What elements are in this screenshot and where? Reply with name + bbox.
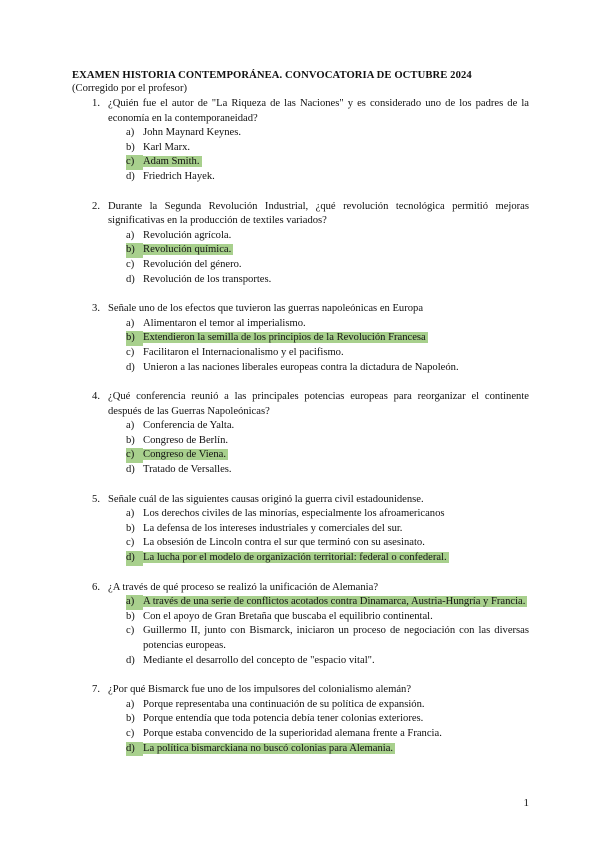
option-text-wrapper xyxy=(143,742,529,757)
answer-options xyxy=(72,507,529,565)
option-letter: a) xyxy=(126,317,135,329)
question-stem xyxy=(72,200,529,229)
option-letter: d) xyxy=(126,273,135,285)
option-text-wrapper xyxy=(143,331,529,346)
answer-option xyxy=(72,346,529,361)
question-item xyxy=(72,302,529,375)
option-letter: b) xyxy=(126,243,143,258)
answer-option-correct xyxy=(72,243,529,258)
question-stem xyxy=(72,683,529,698)
option-text-wrapper xyxy=(143,448,529,463)
answer-option xyxy=(72,712,529,727)
option-letter: b) xyxy=(126,522,135,534)
option-text-wrapper xyxy=(143,243,529,258)
question-text: Durante la Segunda Revolución Industrial, ¿qué revolución tecnológica permitió mejoras significativas en la producción de textiles variados? xyxy=(108,200,529,227)
answer-option xyxy=(72,361,529,376)
question-number: 2. xyxy=(92,200,100,212)
answer-option-correct xyxy=(72,551,529,566)
option-text: Congreso de Viena. xyxy=(143,449,227,461)
option-letter: c) xyxy=(126,625,135,637)
answer-options xyxy=(72,419,529,477)
answer-option xyxy=(72,522,529,537)
option-text: Porque entendía que toda potencia debía tener colonias exteriores. xyxy=(143,713,424,725)
answer-option xyxy=(72,463,529,478)
answer-option xyxy=(72,258,529,273)
answer-option-correct xyxy=(72,155,529,170)
option-text: Porque representaba una continuación de su política de expansión. xyxy=(143,698,425,710)
exam-subtitle: (Corregido por el profesor) xyxy=(72,83,188,94)
answer-option xyxy=(72,317,529,332)
answer-option xyxy=(72,536,529,551)
answer-option-correct xyxy=(72,331,529,346)
question-number: 1. xyxy=(92,98,100,109)
option-text-wrapper xyxy=(143,317,529,332)
option-text: La defensa de los intereses industriales y comerciales del sur. xyxy=(143,522,403,534)
answer-option xyxy=(72,170,529,185)
option-letter: d) xyxy=(126,361,135,373)
option-text-wrapper xyxy=(143,698,529,713)
option-letter: d) xyxy=(126,742,143,757)
option-letter: d) xyxy=(126,654,135,666)
option-text-wrapper xyxy=(143,141,529,156)
answer-option xyxy=(72,273,529,288)
option-text-wrapper xyxy=(143,536,529,551)
answer-option xyxy=(72,229,529,244)
option-letter: a) xyxy=(126,127,135,139)
option-letter: b) xyxy=(126,713,135,725)
option-text: Facilitaron el Internacionalismo y el pacifismo. xyxy=(143,346,344,358)
option-text-wrapper xyxy=(143,273,529,288)
option-letter: c) xyxy=(126,346,135,358)
option-text: Tratado de Versalles. xyxy=(143,464,232,476)
option-letter: b) xyxy=(126,610,135,622)
question-stem xyxy=(72,390,529,419)
option-text: Revolución química. xyxy=(143,244,232,256)
question-text: Señale cuál de las siguientes causas originó la guerra civil estadounidense. xyxy=(108,493,424,505)
question-item xyxy=(72,683,529,756)
question-number: 7. xyxy=(92,684,100,696)
question-number: 6. xyxy=(92,581,100,593)
question-text: ¿Quién fue el autor de "La Riqueza de las Naciones" y es considerado uno de los padres de la economía en la contemporaneidad? xyxy=(108,98,529,124)
option-text-wrapper xyxy=(143,595,529,610)
answer-option xyxy=(72,698,529,713)
question-text: ¿Qué conferencia reunió a las principales potencias europeas para reorganizar el continente después de las Guerras Napoleónicas? xyxy=(108,391,529,417)
question-number: 3. xyxy=(92,303,100,315)
option-text: Mediante el desarrollo del concepto de "espacio vital". xyxy=(143,654,375,666)
option-letter: a) xyxy=(126,229,135,241)
option-text-wrapper xyxy=(143,624,529,653)
option-text-wrapper xyxy=(143,229,529,244)
option-text: A través de una serie de conflictos acotados contra Dinamarca, Austria-Hungría y Francia. xyxy=(143,596,526,608)
option-text-wrapper xyxy=(143,419,529,434)
answer-option-correct xyxy=(72,448,529,463)
question-stem xyxy=(72,493,529,508)
option-letter: d) xyxy=(126,464,135,476)
option-letter: d) xyxy=(126,551,143,566)
option-text-wrapper xyxy=(143,522,529,537)
option-letter: b) xyxy=(126,331,143,346)
option-text: La obsesión de Lincoln contra el sur que terminó con su asesinato. xyxy=(143,537,425,549)
option-text: John Maynard Keynes. xyxy=(143,127,241,139)
question-item xyxy=(72,390,529,478)
answer-option xyxy=(72,507,529,522)
answer-options xyxy=(72,126,529,184)
option-text: Adam Smith. xyxy=(143,156,200,168)
option-text: Extendieron la semilla de los principios de la Revolución Francesa xyxy=(143,332,426,344)
question-text: ¿Por qué Bismarck fue uno de los impulsores del colonialismo alemán? xyxy=(108,684,412,696)
option-letter: b) xyxy=(126,434,135,446)
option-letter: c) xyxy=(126,727,135,739)
option-text: Guillermo II, junto con Bismarck, iniciaron un proceso de negociación con las diversas potencias europeas. xyxy=(143,625,529,651)
question-text: ¿A través de qué proceso se realizó la unificación de Alemania? xyxy=(108,581,379,593)
answer-option xyxy=(72,610,529,625)
option-text-wrapper xyxy=(143,170,529,185)
option-text: Karl Marx. xyxy=(143,141,191,153)
option-text: Con el apoyo de Gran Bretaña que buscaba el equilibrio continental. xyxy=(143,610,433,622)
answer-option xyxy=(72,727,529,742)
option-text-wrapper xyxy=(143,727,529,742)
option-text: Revolución del género. xyxy=(143,258,242,270)
option-text: Congreso de Berlín. xyxy=(143,434,229,446)
answer-option xyxy=(72,419,529,434)
option-text-wrapper xyxy=(143,361,529,376)
question-number: 4. xyxy=(92,391,100,403)
answer-option xyxy=(72,654,529,669)
option-letter: a) xyxy=(126,698,135,710)
option-text-wrapper xyxy=(143,551,529,566)
answer-option xyxy=(72,141,529,156)
option-letter: a) xyxy=(126,420,135,432)
option-text: Revolución de los transportes. xyxy=(143,273,272,285)
option-text: La política bismarckiana no buscó colonias para Alemania. xyxy=(143,742,394,754)
question-number: 5. xyxy=(92,493,100,505)
question-stem xyxy=(72,97,529,126)
option-text: La lucha por el modelo de organización territorial: federal o confederal. xyxy=(143,552,447,564)
page-number: 1 xyxy=(523,797,529,809)
option-letter: c) xyxy=(126,258,135,270)
option-text-wrapper xyxy=(143,712,529,727)
option-text: Conferencia de Yalta. xyxy=(143,420,235,432)
option-text: Alimentaron el temor al imperialismo. xyxy=(143,317,306,329)
answer-options xyxy=(72,595,529,668)
question-item xyxy=(72,493,529,566)
option-text-wrapper xyxy=(143,654,529,669)
answer-options xyxy=(72,698,529,756)
question-stem xyxy=(72,302,529,317)
option-text-wrapper xyxy=(143,346,529,361)
answer-option-correct xyxy=(72,742,529,757)
answer-option xyxy=(72,126,529,141)
option-text-wrapper xyxy=(143,258,529,273)
exam-title: EXAMEN HISTORIA CONTEMPORÁNEA. CONVOCATORIA DE OCTUBRE 2024 xyxy=(72,70,472,81)
option-text-wrapper xyxy=(143,434,529,449)
question-item xyxy=(72,200,529,288)
answer-options xyxy=(72,317,529,375)
option-text: Friedrich Hayek. xyxy=(143,170,215,182)
option-letter: a) xyxy=(126,508,135,520)
question-item xyxy=(72,97,529,185)
question-list xyxy=(72,97,529,756)
option-text: Porque estaba convencido de la superioridad alemana frente a Francia. xyxy=(143,727,442,739)
answer-option xyxy=(72,434,529,449)
option-text: Los derechos civiles de las minorías, especialmente los afroamericanos xyxy=(143,508,445,520)
option-text-wrapper xyxy=(143,610,529,625)
option-letter: b) xyxy=(126,141,135,153)
option-text: Revolución agrícola. xyxy=(143,229,232,241)
option-text-wrapper xyxy=(143,126,529,141)
question-text: Señale uno de los efectos que tuvieron las guerras napoleónicas en Europa xyxy=(108,303,424,315)
answer-option xyxy=(72,624,529,653)
option-text-wrapper xyxy=(143,155,529,170)
question-item xyxy=(72,581,529,669)
option-text-wrapper xyxy=(143,463,529,478)
option-text-wrapper xyxy=(143,507,529,522)
answer-option-correct xyxy=(72,595,529,610)
answer-options xyxy=(72,229,529,287)
option-letter: d) xyxy=(126,170,135,182)
option-letter: c) xyxy=(126,448,143,463)
option-letter: a) xyxy=(126,595,143,610)
option-letter: c) xyxy=(126,155,143,170)
question-stem xyxy=(72,581,529,596)
option-text: Unieron a las naciones liberales europeas contra la dictadura de Napoleón. xyxy=(143,361,459,373)
option-letter: c) xyxy=(126,537,135,549)
